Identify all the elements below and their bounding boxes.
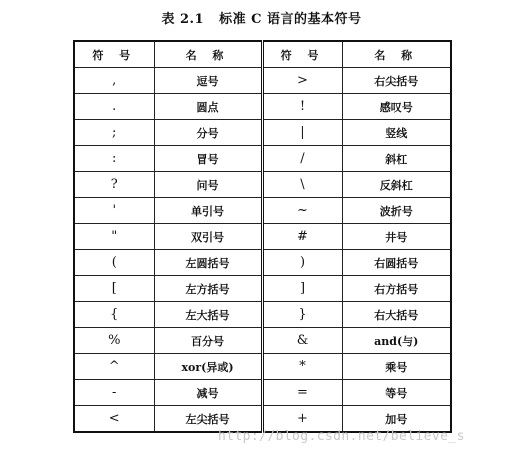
symbol-cell-right: = [262, 380, 342, 406]
header-name-right: 名 称 [342, 41, 451, 68]
symbol-cell-right: ) [262, 250, 342, 276]
table-row [74, 250, 451, 276]
table-row [74, 276, 451, 302]
name-cell-left: 逗号 [154, 68, 262, 94]
name-cell-right: 竖线 [342, 120, 451, 146]
name-cell-right: 斜杠 [342, 146, 451, 172]
table-row [74, 224, 451, 250]
name-cell-left: 分号 [154, 120, 262, 146]
table-row [74, 120, 451, 146]
name-cell-left: 冒号 [154, 146, 262, 172]
table-row [74, 146, 451, 172]
name-cell-right: 井号 [342, 224, 451, 250]
symbol-cell-right: \ [262, 172, 342, 198]
c-basic-symbols-table [73, 40, 452, 433]
table-row [74, 354, 451, 380]
symbol-cell-left: . [74, 94, 154, 120]
name-cell-left: 问号 [154, 172, 262, 198]
name-cell-left: xor(异或) [154, 354, 262, 380]
symbol-cell-right: # [262, 224, 342, 250]
name-cell-right: and(与) [342, 328, 451, 354]
symbol-cell-right: * [262, 354, 342, 380]
name-cell-right: 右方括号 [342, 276, 451, 302]
symbol-cell-left: " [74, 224, 154, 250]
symbol-cell-left: % [74, 328, 154, 354]
symbol-cell-left: : [74, 146, 154, 172]
watermark-url: http://blog.csdn.net/believe_s [218, 429, 465, 444]
symbol-cell-left: < [74, 406, 154, 433]
symbol-cell-right: / [262, 146, 342, 172]
name-cell-left: 单引号 [154, 198, 262, 224]
name-cell-left: 减号 [154, 380, 262, 406]
table-row [74, 302, 451, 328]
name-cell-right: 反斜杠 [342, 172, 451, 198]
table-row [74, 68, 451, 94]
name-cell-right: 乘号 [342, 354, 451, 380]
symbol-cell-right: > [262, 68, 342, 94]
symbol-cell-left: ; [74, 120, 154, 146]
symbol-cell-right: & [262, 328, 342, 354]
table-body [74, 68, 451, 433]
table-row [74, 172, 451, 198]
table-header-row [74, 41, 451, 68]
symbol-cell-right: ] [262, 276, 342, 302]
header-symbol-left: 符 号 [74, 41, 154, 68]
symbol-cell-left: ( [74, 250, 154, 276]
symbol-cell-right: } [262, 302, 342, 328]
symbol-cell-left: ? [74, 172, 154, 198]
name-cell-left: 百分号 [154, 328, 262, 354]
symbol-cell-left: , [74, 68, 154, 94]
symbol-cell-left: ' [74, 198, 154, 224]
table-caption: 表 2.1 标准 C 语言的基本符号 [161, 12, 362, 27]
name-cell-right: 右圆括号 [342, 250, 451, 276]
symbol-cell-right: ~ [262, 198, 342, 224]
name-cell-right: 波折号 [342, 198, 451, 224]
header-symbol-right: 符 号 [262, 41, 342, 68]
symbol-cell-right: + [262, 406, 342, 433]
name-cell-left: 左圆括号 [154, 250, 262, 276]
name-cell-right: 右大括号 [342, 302, 451, 328]
symbol-cell-right: | [262, 120, 342, 146]
name-cell-left: 双引号 [154, 224, 262, 250]
name-cell-right: 加号 [342, 406, 451, 433]
header-name-left: 名 称 [154, 41, 262, 68]
symbol-cell-left: - [74, 380, 154, 406]
table-row [74, 94, 451, 120]
symbol-cell-left: ^ [74, 354, 154, 380]
name-cell-left: 圆点 [154, 94, 262, 120]
symbol-cell-left: [ [74, 276, 154, 302]
table-row [74, 380, 451, 406]
table-row [74, 328, 451, 354]
table-row [74, 198, 451, 224]
name-cell-right: 右尖括号 [342, 68, 451, 94]
name-cell-left: 左方括号 [154, 276, 262, 302]
symbol-cell-right: ! [262, 94, 342, 120]
symbol-cell-left: { [74, 302, 154, 328]
name-cell-left: 左大括号 [154, 302, 262, 328]
name-cell-left: 左尖括号 [154, 406, 262, 433]
name-cell-right: 等号 [342, 380, 451, 406]
name-cell-right: 感叹号 [342, 94, 451, 120]
